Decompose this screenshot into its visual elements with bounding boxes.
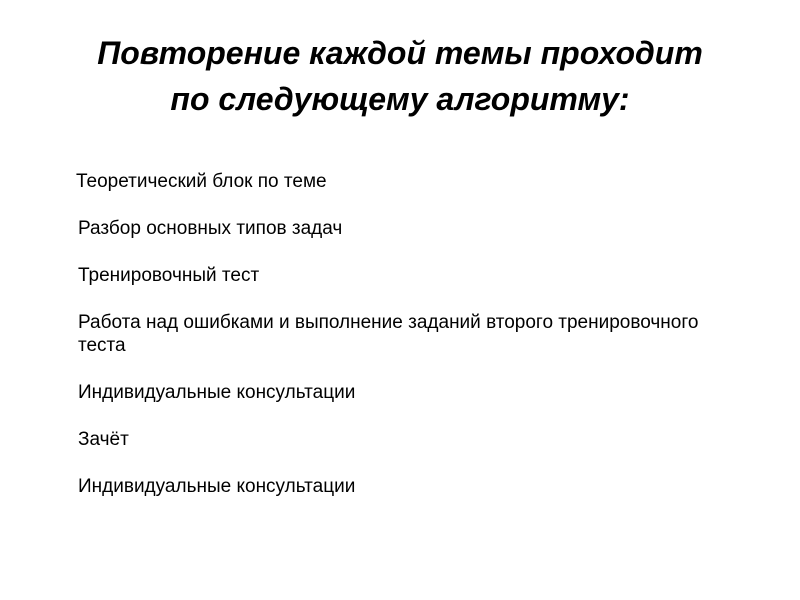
slide-title-line-1: Повторение каждой темы проходит [97,35,703,71]
list-item-error-work: Работа над ошибками и выполнение заданий второго тренировочного теста [78,312,699,356]
list-item-theory-block: Теоретический блок по теме [76,171,327,192]
list-item-training-test: Тренировочный тест [78,265,260,286]
slide-title [40,30,760,122]
list-item-credit: Зачёт [78,429,129,450]
list-item-individual-consultations-1: Индивидуальные консультации [78,382,356,403]
list-item-individual-consultations-2: Индивидуальные консультации [78,476,356,497]
slide-title-line-2: по следующему алгоритму: [170,81,630,117]
algorithm-step-list [78,170,718,522]
list-item-task-types: Разбор основных типов задач [78,218,343,239]
